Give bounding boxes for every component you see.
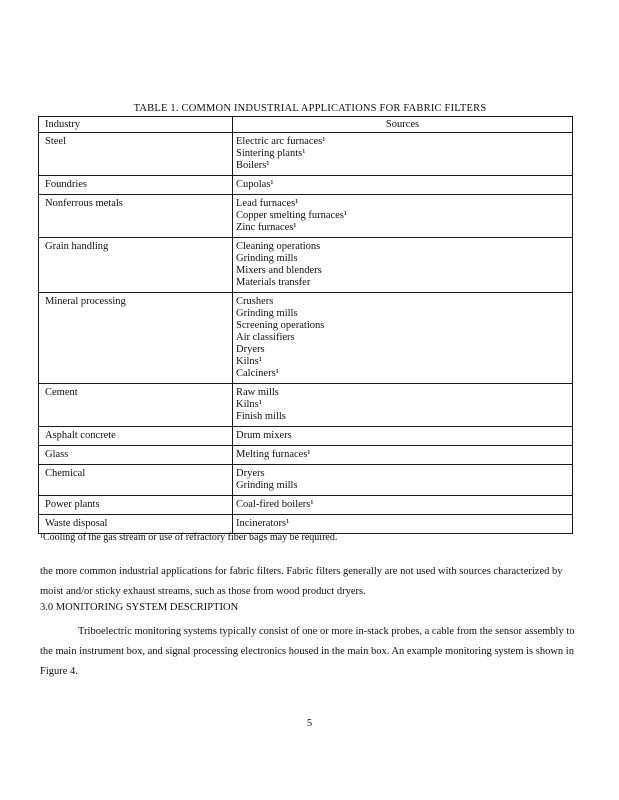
source-item: Screening operations bbox=[236, 320, 325, 331]
source-item: Cleaning operations bbox=[236, 241, 321, 252]
source-item: Sintering plants¹ bbox=[236, 148, 306, 159]
source-item: Grinding mills bbox=[236, 253, 298, 264]
sources-cell bbox=[233, 133, 573, 176]
industry-cell: Asphalt concrete bbox=[39, 427, 233, 446]
page-number: 5 bbox=[306, 718, 313, 729]
source-item: Zinc furnaces¹ bbox=[236, 222, 297, 233]
industry-cell: Nonferrous metals bbox=[39, 195, 233, 238]
source-item: Raw mills bbox=[236, 387, 279, 398]
source-item: Materials transfer bbox=[236, 277, 311, 288]
industry-cell: Foundries bbox=[39, 176, 233, 195]
source-item: Calciners¹ bbox=[236, 368, 279, 379]
table-row bbox=[39, 293, 573, 384]
sources-cell bbox=[233, 238, 573, 293]
source-item: Cupolas¹ bbox=[236, 179, 274, 190]
table-row bbox=[39, 176, 573, 195]
source-item: Mixers and blenders bbox=[236, 265, 322, 276]
sources-cell bbox=[233, 176, 573, 195]
sources-cell bbox=[233, 384, 573, 427]
sources-cell bbox=[233, 515, 573, 534]
body-paragraph-monitoring: Triboelectric monitoring systems typically consist of one or more in-stack probes, a cable from the sensor assembly to the main instrument box, and signal processing electronics housed in the main box. An example monitoring system is shown in Figure 4. bbox=[40, 626, 575, 677]
source-item: Incinerators¹ bbox=[236, 518, 290, 529]
industry-cell: Cement bbox=[39, 384, 233, 427]
source-item: Grinding mills bbox=[236, 308, 298, 319]
source-item: Grinding mills bbox=[236, 480, 298, 491]
table-body bbox=[39, 133, 573, 534]
industry-cell: Chemical bbox=[39, 465, 233, 496]
table-row bbox=[39, 195, 573, 238]
source-item: Melting furnaces¹ bbox=[236, 449, 311, 460]
sources-cell bbox=[233, 195, 573, 238]
source-item: Electric arc furnaces¹ bbox=[236, 136, 326, 147]
sources-cell bbox=[233, 427, 573, 446]
sources-cell bbox=[233, 446, 573, 465]
industry-cell: Steel bbox=[39, 133, 233, 176]
source-item: Coal-fired boilers¹ bbox=[236, 499, 314, 510]
table-row bbox=[39, 515, 573, 534]
source-item: Kilns¹ bbox=[236, 356, 262, 367]
fabric-filter-table bbox=[38, 116, 573, 534]
source-item: Air classifiers bbox=[236, 332, 295, 343]
sources-column-header: Sources bbox=[233, 117, 573, 133]
source-item: Copper smelting furnaces¹ bbox=[236, 210, 348, 221]
industry-cell: Power plants bbox=[39, 496, 233, 515]
table-header-row bbox=[39, 117, 573, 133]
industry-cell: Waste disposal bbox=[45, 518, 108, 529]
industry-column-header: Industry bbox=[39, 117, 233, 133]
table-row bbox=[39, 238, 573, 293]
table-row bbox=[39, 465, 573, 496]
industry-cell: Glass bbox=[39, 446, 233, 465]
table-title: TABLE 1. COMMON INDUSTRIAL APPLICATIONS FOR FABRIC FILTERS bbox=[133, 103, 487, 114]
table-row bbox=[39, 384, 573, 427]
body-paragraph-applications: the more common industrial applications for fabric filters. Fabric filters generally are not used with sources characterized by moist and/or sticky exhaust streams, such as those from wood product dryers. bbox=[40, 566, 563, 597]
sources-cell bbox=[233, 465, 573, 496]
source-item: Crushers bbox=[236, 296, 274, 307]
sources-cell bbox=[233, 496, 573, 515]
source-item: Kilns¹ bbox=[236, 399, 262, 410]
table-row bbox=[39, 496, 573, 515]
source-item: Boilers¹ bbox=[236, 160, 270, 171]
sources-cell bbox=[233, 293, 573, 384]
table-footnote: ¹Cooling of the gas stream or use of refractory fiber bags may be required. bbox=[40, 532, 338, 543]
source-item: Finish mills bbox=[236, 411, 286, 422]
section-heading: 3.0 MONITORING SYSTEM DESCRIPTION bbox=[40, 602, 239, 613]
source-item: Drum mixers bbox=[236, 430, 292, 441]
table-row bbox=[39, 446, 573, 465]
table-row bbox=[39, 133, 573, 176]
source-item: Dryers bbox=[236, 468, 265, 479]
table-row bbox=[39, 427, 573, 446]
industry-cell: Grain handling bbox=[39, 238, 233, 293]
industry-cell: Mineral processing bbox=[39, 293, 233, 384]
source-item: Lead furnaces¹ bbox=[236, 198, 299, 209]
source-item: Dryers bbox=[236, 344, 265, 355]
